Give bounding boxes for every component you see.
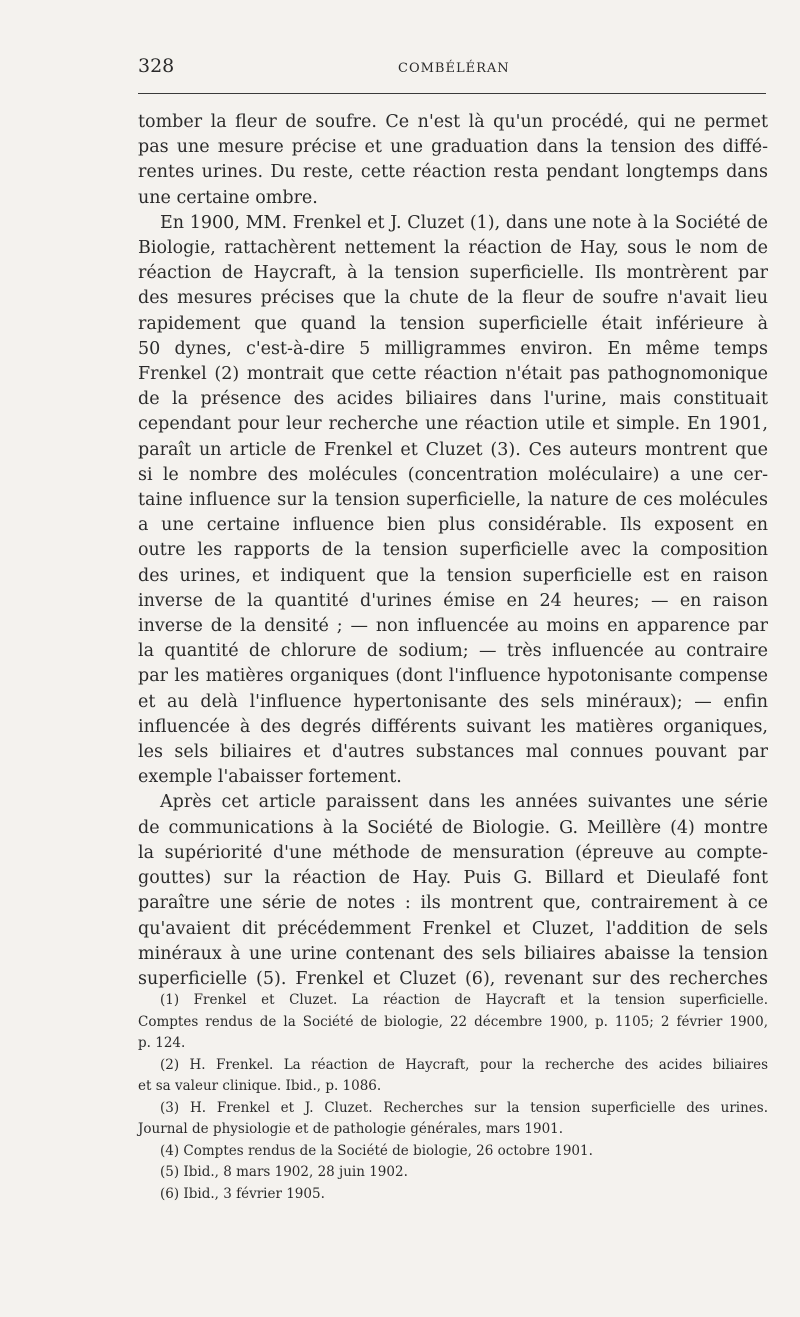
text-line: rapidement que quand la tension superficielle était inférieure à xyxy=(138,313,768,334)
footnote-line: (4) Comptes rendus de la Société de biologie, 26 octobre 1901. xyxy=(160,1142,593,1159)
text-line: pas une mesure précise et une graduation dans la tension des diffé- xyxy=(138,137,768,158)
text-line: par les matières organiques (dont l'influence hypotonisante compense xyxy=(138,666,768,687)
footnote-line: (6) Ibid., 3 février 1905. xyxy=(160,1185,325,1202)
footnote-line: Journal de physiologie et de pathologie générales, mars 1901. xyxy=(138,1121,564,1137)
footnote-line: (2) H. Frenkel. La réaction de Haycraft, pour la recherche des acides biliaires xyxy=(160,1056,768,1073)
text-line: rentes urines. Du reste, cette réaction resta pendant longtemps dans xyxy=(138,162,768,183)
text-line: exemple l'abaisser fortement. xyxy=(138,767,402,788)
text-line: et au delà l'influence hypertonisante des sels minéraux); — enfin xyxy=(138,691,768,712)
footnote-line: (5) Ibid., 8 mars 1902, 28 juin 1902. xyxy=(160,1164,408,1180)
text-line: des urines, et indiquent que la tension superficielle est en raison xyxy=(138,565,768,586)
footnote-line: p. 124. xyxy=(138,1035,186,1051)
text-line: Frenkel (2) montrait que cette réaction n'était pas pathognomonique xyxy=(138,364,768,385)
text-line: de la présence des acides biliaires dans l'urine, mais constituait xyxy=(138,389,768,410)
text-line: les sels biliaires et d'autres substances mal connues pouvant par xyxy=(138,742,768,763)
text-line: cependant pour leur recherche une réaction utile et simple. En 1901, xyxy=(138,414,768,435)
running-title: COMBÉLÉRAN xyxy=(398,61,510,76)
text-line: influencée à des degrés différents suivant les matières organiques, xyxy=(138,716,768,737)
text-line: une certaine ombre. xyxy=(138,187,318,208)
text-line: qu'avaient dit précédemment Frenkel et Cluzet, l'addition de sels xyxy=(138,918,768,939)
text-line: la quantité de chlorure de sodium; — très influencée au contraire xyxy=(138,641,768,662)
header-rule xyxy=(138,93,766,94)
text-line: de communications à la Société de Biologie. G. Meillère (4) montre xyxy=(138,817,768,838)
text-line: outre les rapports de la tension superficielle avec la composition xyxy=(138,540,768,561)
text-line: la supériorité d'une méthode de mensuration (épreuve au compte- xyxy=(138,842,768,863)
footnote-line: (3) H. Frenkel et J. Cluzet. Recherches sur la tension superficielle des urines. xyxy=(160,1099,768,1116)
text-line: inverse de la densité ; — non influencée au moins en apparence par xyxy=(138,616,768,637)
text-line: inverse de la quantité d'urines émise en 24 heures; — en raison xyxy=(138,590,768,611)
footnote-line: (1) Frenkel et Cluzet. La réaction de Haycraft et la tension superficielle. xyxy=(160,992,768,1008)
text-line: si le nombre des molécules (concentration moléculaire) a une cer- xyxy=(138,464,768,485)
text-line: gouttes) sur la réaction de Hay. Puis G. Billard et Dieulafé font xyxy=(138,868,768,889)
text-line: 50 dynes, c'est-à-dire 5 milligrammes environ. En même temps xyxy=(138,338,768,359)
text-line: paraître une série de notes : ils montrent que, contrairement à ce xyxy=(138,893,768,914)
text-line: En 1900, MM. Frenkel et J. Cluzet (1), dans une note à la Société de xyxy=(160,212,768,233)
text-line: paraît un article de Frenkel et Cluzet (3). Ces auteurs montrent que xyxy=(138,439,768,460)
footnotes xyxy=(138,990,768,1205)
text-line: Biologie, rattachèrent nettement la réaction de Hay, sous le nom de xyxy=(138,238,768,259)
text-line: superficielle (5). Frenkel et Cluzet (6), revenant sur des recherches xyxy=(138,968,768,989)
text-line: minéraux à une urine contenant des sels biliaires abaisse la tension xyxy=(138,943,768,964)
page-header xyxy=(138,55,766,85)
footnote-line: Comptes rendus de la Société de biologie, 22 décembre 1900, p. 1105; 2 février 1900, xyxy=(138,1013,768,1030)
footnote-line: et sa valeur clinique. Ibid., p. 1086. xyxy=(138,1078,382,1094)
main-text xyxy=(138,110,768,992)
text-line: Après cet article paraissent dans les années suivantes une série xyxy=(160,792,768,813)
text-line: tomber la fleur de soufre. Ce n'est là qu'un procédé, qui ne permet xyxy=(138,112,768,132)
text-line: taine influence sur la tension superficielle, la nature de ces molécules xyxy=(138,490,768,511)
page-number: 328 xyxy=(138,55,175,77)
text-line: des mesures précises que la chute de la fleur de soufre n'avait lieu xyxy=(138,288,768,309)
text-line: a une certaine influence bien plus considérable. Ils exposent en xyxy=(138,515,768,536)
text-line: réaction de Haycraft, à la tension superficielle. Ils montrèrent par xyxy=(138,263,768,284)
